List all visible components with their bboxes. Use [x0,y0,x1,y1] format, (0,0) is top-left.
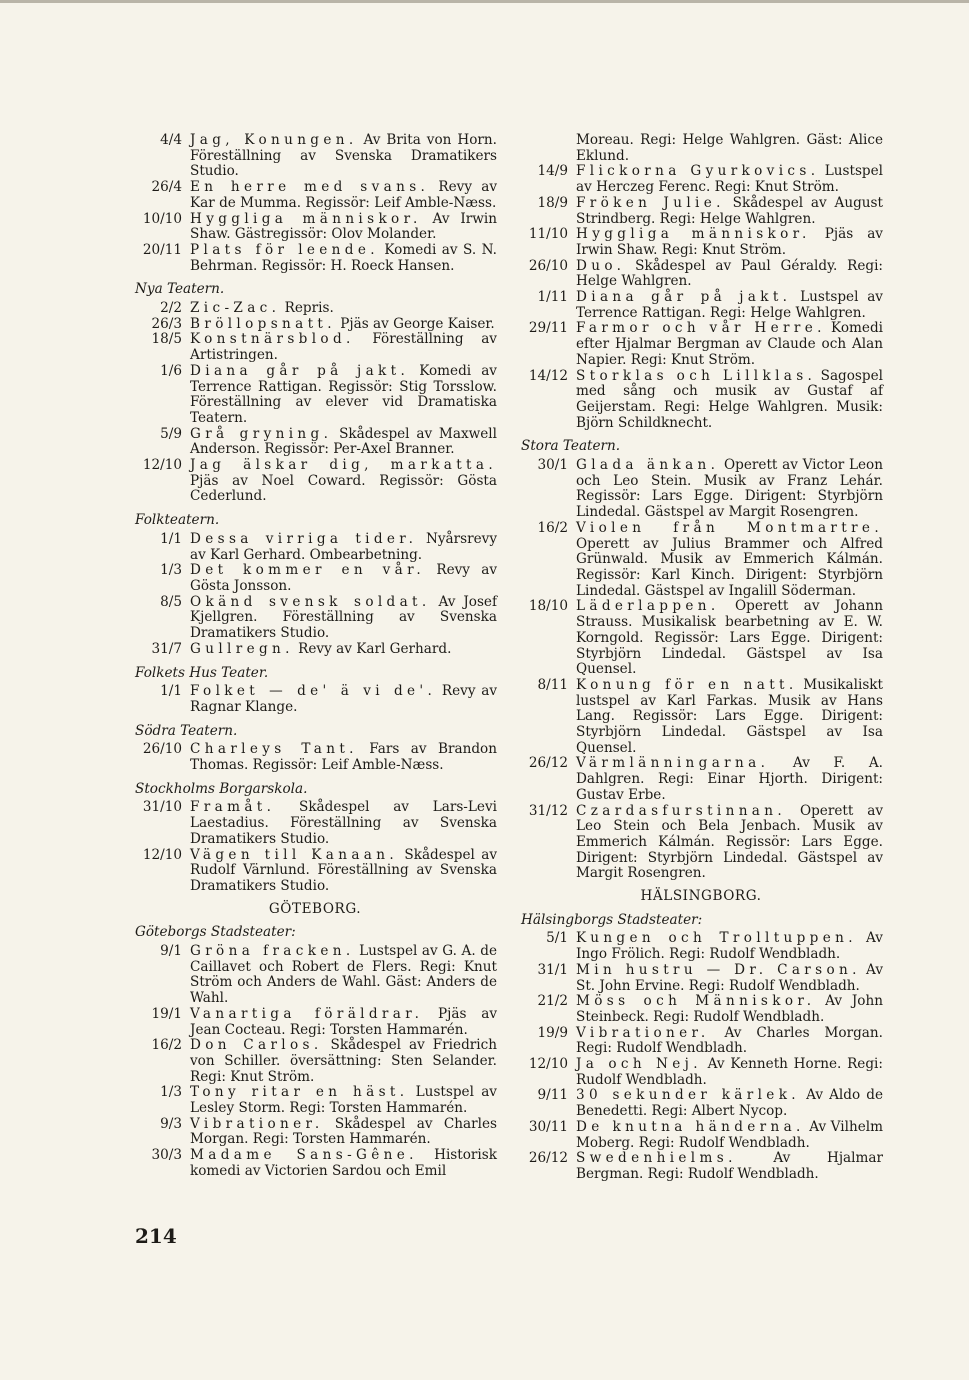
entry-description: Skådespel av August Strindberg. Regi: Helge Wahlgren. [576,194,883,227]
entry-description: Pjäs av Noel Coward. Regissör: Gösta Cederlund. [190,472,497,505]
entry-date: 11/10 [528,226,568,243]
entry-description: Sagospel med sång och musik av Gustaf af Geijerstam. Regi: Helge Wahlgren. Musik: Björn Schildknecht. [576,367,883,431]
left-column [133,133,497,1180]
listing-entry [133,800,497,847]
play-title: Diana går på jakt. [190,362,410,379]
listing-entry [519,756,883,803]
entry-body [576,321,883,368]
entry-description: Moreau. Regi: Helge Wahlgren. Gäst: Alice Eklund. [576,132,883,164]
entry-date: 1/1 [160,683,182,700]
entry-body [190,563,497,594]
entry-description: Lustspel av Lesley Storm. Regi: Torsten Hammarén. [190,1084,497,1117]
entry-description: Av Irwin Shaw. Gästregissör: Olov Molander. [190,210,498,243]
play-title: Konstnärsblod. [190,331,355,348]
listing-entry [133,563,497,594]
entry-date: 12/10 [142,457,182,474]
entry-description: Operett av Victor Leon och Leo Stein. Musik av Franz Lehár. Regissör: Lars Egge. Dirigent: Styrbjörn Lindedal. Gästspel av Margit Rosengren. [576,457,883,521]
listing-entry [519,1151,883,1182]
entry-date: 8/11 [537,676,568,693]
venue-heading: Göteborgs Stadsteater: [135,924,296,941]
entry-description: Av Aldo de Benedetti. Regi: Albert Nycop. [576,1087,883,1120]
entry-description: Komedi efter Hjalmar Bergman av Claude och Alan Napier. Regi: Knut Ström. [576,320,883,368]
entry-body [190,180,497,211]
entry-description: Av Vilhelm Moberg. Regi: Rudolf Wendbladh. [576,1118,883,1151]
play-title: En herre med svans. [190,179,430,196]
entry-date: 31/1 [537,961,568,978]
play-title: Gullregn. [190,640,294,657]
listing-entry [519,458,883,521]
entry-description: Skådespel av Charles Morgan. Regi: Torsten Hammarén. [190,1115,497,1148]
entry-body [576,227,883,258]
entry-date: 1/3 [160,1084,182,1101]
entry-date: 29/11 [528,320,568,337]
listing-entry [519,521,883,600]
entry-date: 30/3 [151,1147,182,1164]
play-title: Gröna fracken. [190,943,355,960]
play-title: Fröken Julie. [576,194,725,211]
play-title: Diana går på jakt. [576,289,792,306]
entry-date: 18/5 [151,331,182,348]
entry-date: 31/10 [142,799,182,816]
entry-body [190,133,497,180]
entry-description: Komedi av S. N. Behrman. Regissör: H. Roeck Hansen. [190,241,498,274]
entry-date: 18/9 [537,194,568,211]
play-title: Charleys Tant. [190,741,358,758]
listing-entry [519,290,883,321]
entry-body [190,1117,497,1148]
entry-description: Revy av Gösta Jonsson. [190,562,498,594]
play-title: Kungen och Trolltuppen. [576,930,857,947]
entry-body [190,1085,497,1116]
entry-body [576,599,883,678]
entry-body [190,301,497,317]
entry-date: 8/5 [160,593,182,610]
listing-entry [133,595,497,642]
listing-entry [133,848,497,895]
listing-entry [133,944,497,1007]
entry-body [576,963,883,994]
entry-date: 5/9 [160,425,182,442]
play-title: 30 sekunder kärlek. [576,1087,800,1104]
city-heading: GÖTEBORG. [268,900,362,917]
play-title: Min hustru — Dr. Carson. [576,961,861,978]
listing-entry [519,164,883,195]
play-title: Swedenhielms. [576,1150,737,1167]
entry-date: 9/1 [160,943,182,960]
entry-description: Av St. John Ervine. Regi: Rudolf Wendbladh. [576,961,883,994]
entry-date: 26/10 [528,257,568,274]
listing-entry [133,427,497,458]
play-title: Hyggliga människor. [190,210,422,227]
entry-date: 20/11 [142,241,182,258]
listing-entry [519,1057,883,1088]
play-title: Det kommer en vår. [190,562,426,579]
entry-body [576,133,883,164]
entry-date: 26/12 [528,755,568,772]
city-heading: HÄLSINGBORG. [640,888,762,905]
entry-body [190,458,497,505]
entry-date: 21/2 [537,993,568,1010]
listing-entry [133,532,497,563]
play-title: Hyggliga människor. [576,226,811,243]
play-title: Dessa virriga tider. [190,530,418,547]
entry-body [576,369,883,432]
entry-description: Komedi av Terrence Rattigan. Regissör: Stig Torsslow. Föreställning av elever vid Dramatiska Teatern. [190,362,497,426]
venue-heading: Folkteatern. [135,512,220,529]
play-title: Grå gryning. [190,425,333,442]
listing-entry [519,1120,883,1151]
entry-date: 26/4 [151,179,182,196]
listing-entry [133,684,497,715]
entry-description: Av John Steinbeck. Regi: Rudolf Wendbladh. [576,993,883,1025]
entry-body [190,595,497,642]
entry-description: Lustspel av Herczeg Ferenc. Regi: Knut Ström. [576,163,884,196]
entry-description: Pjäs av George Kaiser. [340,315,495,332]
entry-date: 2/2 [160,300,182,317]
entry-date: 16/2 [151,1037,182,1054]
play-title: Folket — de' ä vi de'. [190,683,437,700]
entry-date: 5/1 [546,930,568,947]
listing-entry [133,1038,497,1085]
entry-body [190,332,497,363]
entry-description: Av Ingo Frölich. Regi: Rudolf Wendbladh. [576,930,883,963]
play-title: De knutna händerna. [576,1118,805,1135]
listing-entry [133,212,497,243]
entry-body [576,458,883,521]
entry-description: Lustspel av G. A. de Caillavet och Robert de Flers. Regi: Knut Ström och Anders de Wahl. Gäst: Anders de Wahl. [190,943,497,1007]
listing-entry [519,931,883,962]
listing-entry [519,1088,883,1119]
entry-body [576,1057,883,1088]
listing-entry [133,1148,497,1179]
entry-date: 10/10 [142,210,182,227]
entry-date: 12/10 [528,1056,568,1073]
entry-body [576,196,883,227]
entry-body [576,994,883,1025]
entry-date: 12/10 [142,846,182,863]
entry-date: 30/1 [537,457,568,474]
play-title: Vibrationer. [190,1115,324,1132]
entry-description: Lustspel av Terrence Rattigan. Regi: Helge Wahlgren. [576,289,883,321]
entry-body [190,1038,497,1085]
entry-date: 26/10 [142,741,182,758]
entry-body [190,642,497,658]
entry-date: 26/3 [151,315,182,332]
entry-body [190,1148,497,1179]
entry-description: Av Brita von Horn. Föreställning av Svenska Dramatikers Studio. [190,132,497,180]
entry-body [576,1120,883,1151]
listing-entry [133,642,497,658]
entry-body [576,521,883,600]
listing-entry [519,678,883,757]
entry-body [190,1007,497,1038]
entry-date: 31/7 [151,640,182,657]
listing-entry [519,196,883,227]
entry-description: Revy av Kar de Mumma. Regissör: Leif Amble-Næss. [190,179,497,211]
entry-date: 1/11 [537,289,568,306]
right-column [519,133,883,1183]
venue-heading: Folkets Hus Teater. [135,664,269,681]
entry-description: Repris. [284,300,334,317]
entry-date: 4/4 [160,132,182,148]
entry-description: Operett av Leo Stein och Bela Jenbach. Musik av Emmerich Kálmán. Regissör: Lars Egge. Dirigent: Styrbjörn Lindedal. Gästspel av Margit Rosengren. [576,802,883,882]
listing-entry [133,301,497,317]
entry-body [190,427,497,458]
listing-entry [519,804,883,883]
entry-date: 19/9 [537,1024,568,1041]
play-title: Czardasfurstinnan. [576,802,787,819]
entry-description: Operett av Julius Brammer och Alfred Grünwald. Musik av Emmerich Kálmán. Regissör: Karl Kinch. Dirigent: Styrbjörn Lindedal. Gästspel av Ingalill Söderman. [576,535,883,599]
play-title: Plats för leende. [190,241,379,258]
entry-description: Av Kenneth Horne. Regi: Rudolf Wendbladh. [576,1056,883,1088]
entry-date: 14/9 [537,163,568,180]
listing-entry [133,243,497,274]
play-title: Konung för en natt. [576,676,798,693]
entry-description: Av Hjalmar Bergman. Regi: Rudolf Wendbladh. [576,1150,883,1182]
play-title: Möss och Människor. [576,993,816,1010]
entry-date: 9/11 [537,1087,568,1104]
venue-heading: Södra Teatern. [135,722,238,739]
page-number: 214 [135,1224,177,1248]
play-title: Bröllopsnatt. [190,315,336,332]
entry-description: Av F. A. Dahlgren. Regi: Einar Hjorth. Dirigent: Gustav Erbe. [576,755,883,803]
play-title: Flickorna Gyurkovics. [576,163,820,180]
listing-entry [519,994,883,1025]
entry-description: Operett av Johann Strauss. Musikalisk bearbetning av E. W. Korngold. Regissör: Lars Egge. Dirigent: Styrbjörn Lindedal. Gästspel av Isa Quensel. [576,598,883,678]
entry-date: 14/12 [528,367,568,384]
play-title: Ja och Nej. [576,1056,702,1073]
entry-body [576,804,883,883]
entry-description: Pjäs av Jean Cocteau. Regi: Torsten Hammarén. [190,1005,497,1038]
entry-body [190,212,497,243]
play-title: Violen från Montmartre. [576,519,883,536]
venue-heading: Hälsingborgs Stadsteater: [521,911,703,928]
entry-date [519,133,576,164]
entry-body [576,678,883,757]
entry-body [190,742,497,773]
venue-heading: Stockholms Borgarskola. [135,780,308,797]
listing-entry [133,742,497,773]
play-title: Vibrationer. [576,1024,710,1041]
entry-body [190,317,497,333]
entry-description: Revy av Karl Gerhard. [298,640,452,657]
entry-body [576,259,883,290]
play-title: Madame Sans-Gêne. [190,1147,418,1164]
play-title: Läderlappen. [576,598,720,615]
listing-entry [133,458,497,505]
listing-entry [133,1007,497,1038]
venue-heading: Nya Teatern. [135,281,225,298]
entry-body [576,1151,883,1182]
listing-entry [519,1026,883,1057]
listing-entry [519,227,883,258]
entry-description: Skådespel av Paul Géraldy. Regi: Helge Wahlgren. [576,257,883,290]
entry-body [190,243,497,274]
page-top-rule [0,0,969,3]
entry-description: Skådespel av Rudolf Värnlund. Föreställning av Svenska Dramatikers Studio. [190,846,497,894]
entry-description: Pjäs av Irwin Shaw. Regi: Knut Ström. [576,226,883,258]
entry-description: Föreställning av Artistringen. [190,331,497,364]
entry-body [576,1026,883,1057]
entry-description: Nyårsrevy av Karl Gerhard. Ombearbetning. [190,530,497,563]
entry-date: 1/6 [160,362,182,379]
play-title: Duo. [576,257,626,274]
entry-body [576,756,883,803]
venue-heading: Stora Teatern. [521,438,621,455]
entry-body [576,931,883,962]
play-title: Jag, Konungen. [190,132,358,148]
listing-entry [133,317,497,333]
listing-entry [519,133,883,164]
listing-entry [519,321,883,368]
play-title: Framåt. [190,799,276,816]
listing-entry [133,332,497,363]
entry-description: Historisk komedi av Victorien Sardou och Emil [190,1147,497,1179]
entry-body [190,684,497,715]
play-title: Värmlänningarna. [576,755,770,772]
listing-entry [519,963,883,994]
play-title: Farmor och vår Herre. [576,320,826,337]
listing-entry [519,599,883,678]
listing-entry [133,180,497,211]
entry-body [190,364,497,427]
entry-date: 31/12 [528,802,568,819]
entry-description: Skådespel av Friedrich von Schiller. översättning: Sten Selander. Regi: Knut Ström. [190,1037,497,1085]
entry-date: 1/3 [160,562,182,579]
play-title: Vägen till Kanaan. [190,846,399,863]
listing-entry [133,1085,497,1116]
entry-body [190,848,497,895]
entry-date: 19/1 [151,1005,182,1022]
listing-entry [133,133,497,180]
entry-description: Av Josef Kjellgren. Föreställning av Svenska Dramatikers Studio. [190,593,497,642]
entry-description: Skådespel av Lars-Levi Laestadius. Föreställning av Svenska Dramatikers Studio. [190,799,497,847]
entry-body [190,532,497,563]
entry-date: 18/10 [528,598,568,615]
entry-date: 16/2 [537,519,568,536]
listing-entry [519,259,883,290]
entry-body [576,164,883,195]
entry-date: 1/1 [160,530,182,547]
play-title: Okänd svensk soldat. [190,593,431,610]
play-title: Jag älskar dig, markatta. [190,457,497,474]
entry-description: Av Charles Morgan. Regi: Rudolf Wendbladh. [576,1024,883,1057]
listing-entry [133,1117,497,1148]
play-title: Tony ritar en häst. [190,1084,409,1101]
entry-body [190,944,497,1007]
play-title: Vanartiga föräldrar. [190,1005,424,1022]
listing-entry [133,364,497,427]
entry-body [190,800,497,847]
entry-description: Fars av Brandon Thomas. Regissör: Leif Amble-Næss. [190,741,497,774]
play-title: Don Carlos. [190,1037,323,1054]
entry-description: Skådespel av Maxwell Anderson. Regissör: Per-Axel Branner. [190,425,497,458]
play-title: Storklas och Lillklas. [576,367,817,384]
entry-date: 26/12 [528,1150,568,1167]
entry-body [576,1088,883,1119]
entry-description: Revy av Ragnar Klange. [190,683,498,715]
listing-entry [519,369,883,432]
entry-body [576,290,883,321]
entry-date: 30/11 [528,1118,568,1135]
entry-date: 9/3 [160,1115,182,1132]
play-title: Zic-Zac. [190,300,281,317]
play-title: Glada änkan. [576,457,720,474]
entry-description: Musikaliskt lustspel av Karl Farkas. Musik av Hans Lang. Regissör: Lars Egge. Dirigent: Styrbjörn Lindedal. Gästspel av Isa Quensel. [576,676,883,756]
